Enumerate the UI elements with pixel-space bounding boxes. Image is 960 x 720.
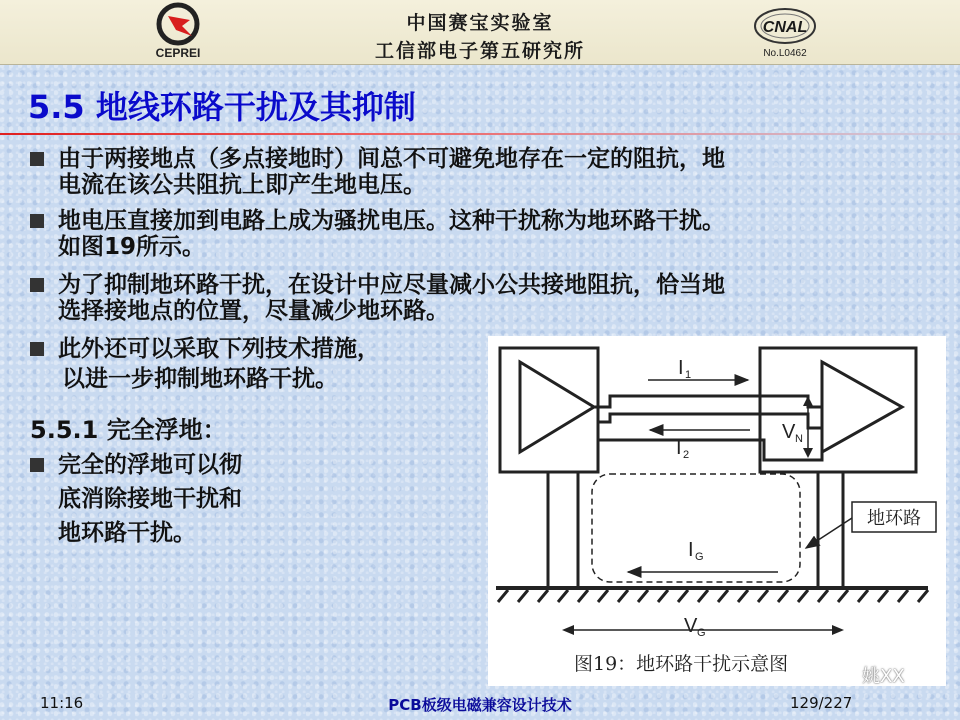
square-bullet-icon (30, 278, 44, 292)
ig-label: I (688, 539, 694, 561)
i1-label: I (678, 357, 684, 379)
loop-label: 地环路 (867, 508, 921, 529)
sub-bullet (30, 452, 470, 546)
bullet-4-line1: 此外还可以采取下列技术措施， (58, 336, 380, 362)
sub-bullet-line3: 地环路干扰。 (58, 520, 196, 546)
bullet-3-line2: 选择接地点的位置，尽量减少地环路。 (58, 298, 449, 324)
ceprei-logo-text: CEPREI (155, 46, 201, 60)
square-bullet-icon (30, 342, 44, 356)
org-name-line1: 中国赛宝实验室 (406, 12, 554, 34)
i1-subscript: 1 (685, 369, 692, 381)
vg-subscript: G (697, 627, 706, 639)
vn-label: V (782, 421, 796, 443)
ground-loop-diagram (488, 336, 946, 686)
i2-subscript: 2 (683, 449, 690, 461)
footer-page-number: 129/227 (790, 694, 853, 712)
ground-hatching (498, 590, 928, 602)
left-amplifier-icon (520, 362, 594, 452)
vg-label: V (684, 615, 698, 637)
bullet-3 (30, 272, 930, 324)
sub-bullet-line2: 底消除接地干扰和 (58, 486, 242, 512)
i2-label: I (676, 437, 682, 459)
ground-loop-dashed (592, 474, 800, 582)
square-bullet-icon (30, 152, 44, 166)
bullet-2 (30, 208, 930, 260)
cnal-logo-icon (745, 4, 825, 48)
slide-title: 5.5 地线环路干扰及其抑制 (28, 88, 416, 126)
bullet-4 (30, 336, 480, 392)
org-name-line2: 工信部电子第五研究所 (374, 40, 585, 62)
bullet-1 (30, 146, 930, 198)
cnal-logo-number: No.L0462 (763, 48, 807, 59)
square-bullet-icon (30, 214, 44, 228)
signal-wire (594, 396, 822, 407)
loop-label-pointer (806, 518, 852, 548)
bullet-2-line2: 如图19所示。 (58, 234, 206, 260)
cnal-logo-label: CNAL (762, 19, 808, 36)
footer-title: PCB板级电磁兼容设计技术 (388, 696, 572, 714)
bullet-3-line1: 为了抑制地环路干扰，在设计中应尽量减小公共接地阻抗，恰当地 (58, 272, 725, 298)
subheading: 5.5.1 完全浮地： (30, 416, 227, 444)
right-amplifier-icon (822, 362, 902, 452)
watermark: 姚XX (862, 666, 905, 687)
header-banner (0, 0, 960, 65)
bullet-1-line1: 由于两接地点（多点接地时）间总不可避免地存在一定的阻抗，地 (58, 146, 725, 172)
square-bullet-icon (30, 458, 44, 472)
ceprei-logo (138, 2, 218, 62)
cnal-logo (745, 4, 825, 62)
title-underline (0, 133, 960, 135)
sub-bullet-line1: 完全的浮地可以彻 (58, 452, 242, 478)
bullet-1-line2: 电流在该公共阻抗上即产生地电压。 (58, 172, 426, 198)
bullet-4-line2: 以进一步抑制地环路干扰。 (62, 366, 338, 392)
wechat-icon (832, 666, 858, 688)
ceprei-logo-icon (138, 2, 218, 46)
footer-time: 11:16 (40, 694, 84, 712)
ig-subscript: G (695, 551, 704, 563)
figure-caption: 图19：地环路干扰示意图 (574, 653, 789, 675)
bullet-2-line1: 地电压直接加到电路上成为骚扰电压。这种干扰称为地环路干扰。 (58, 208, 725, 234)
vn-subscript: N (795, 433, 803, 445)
